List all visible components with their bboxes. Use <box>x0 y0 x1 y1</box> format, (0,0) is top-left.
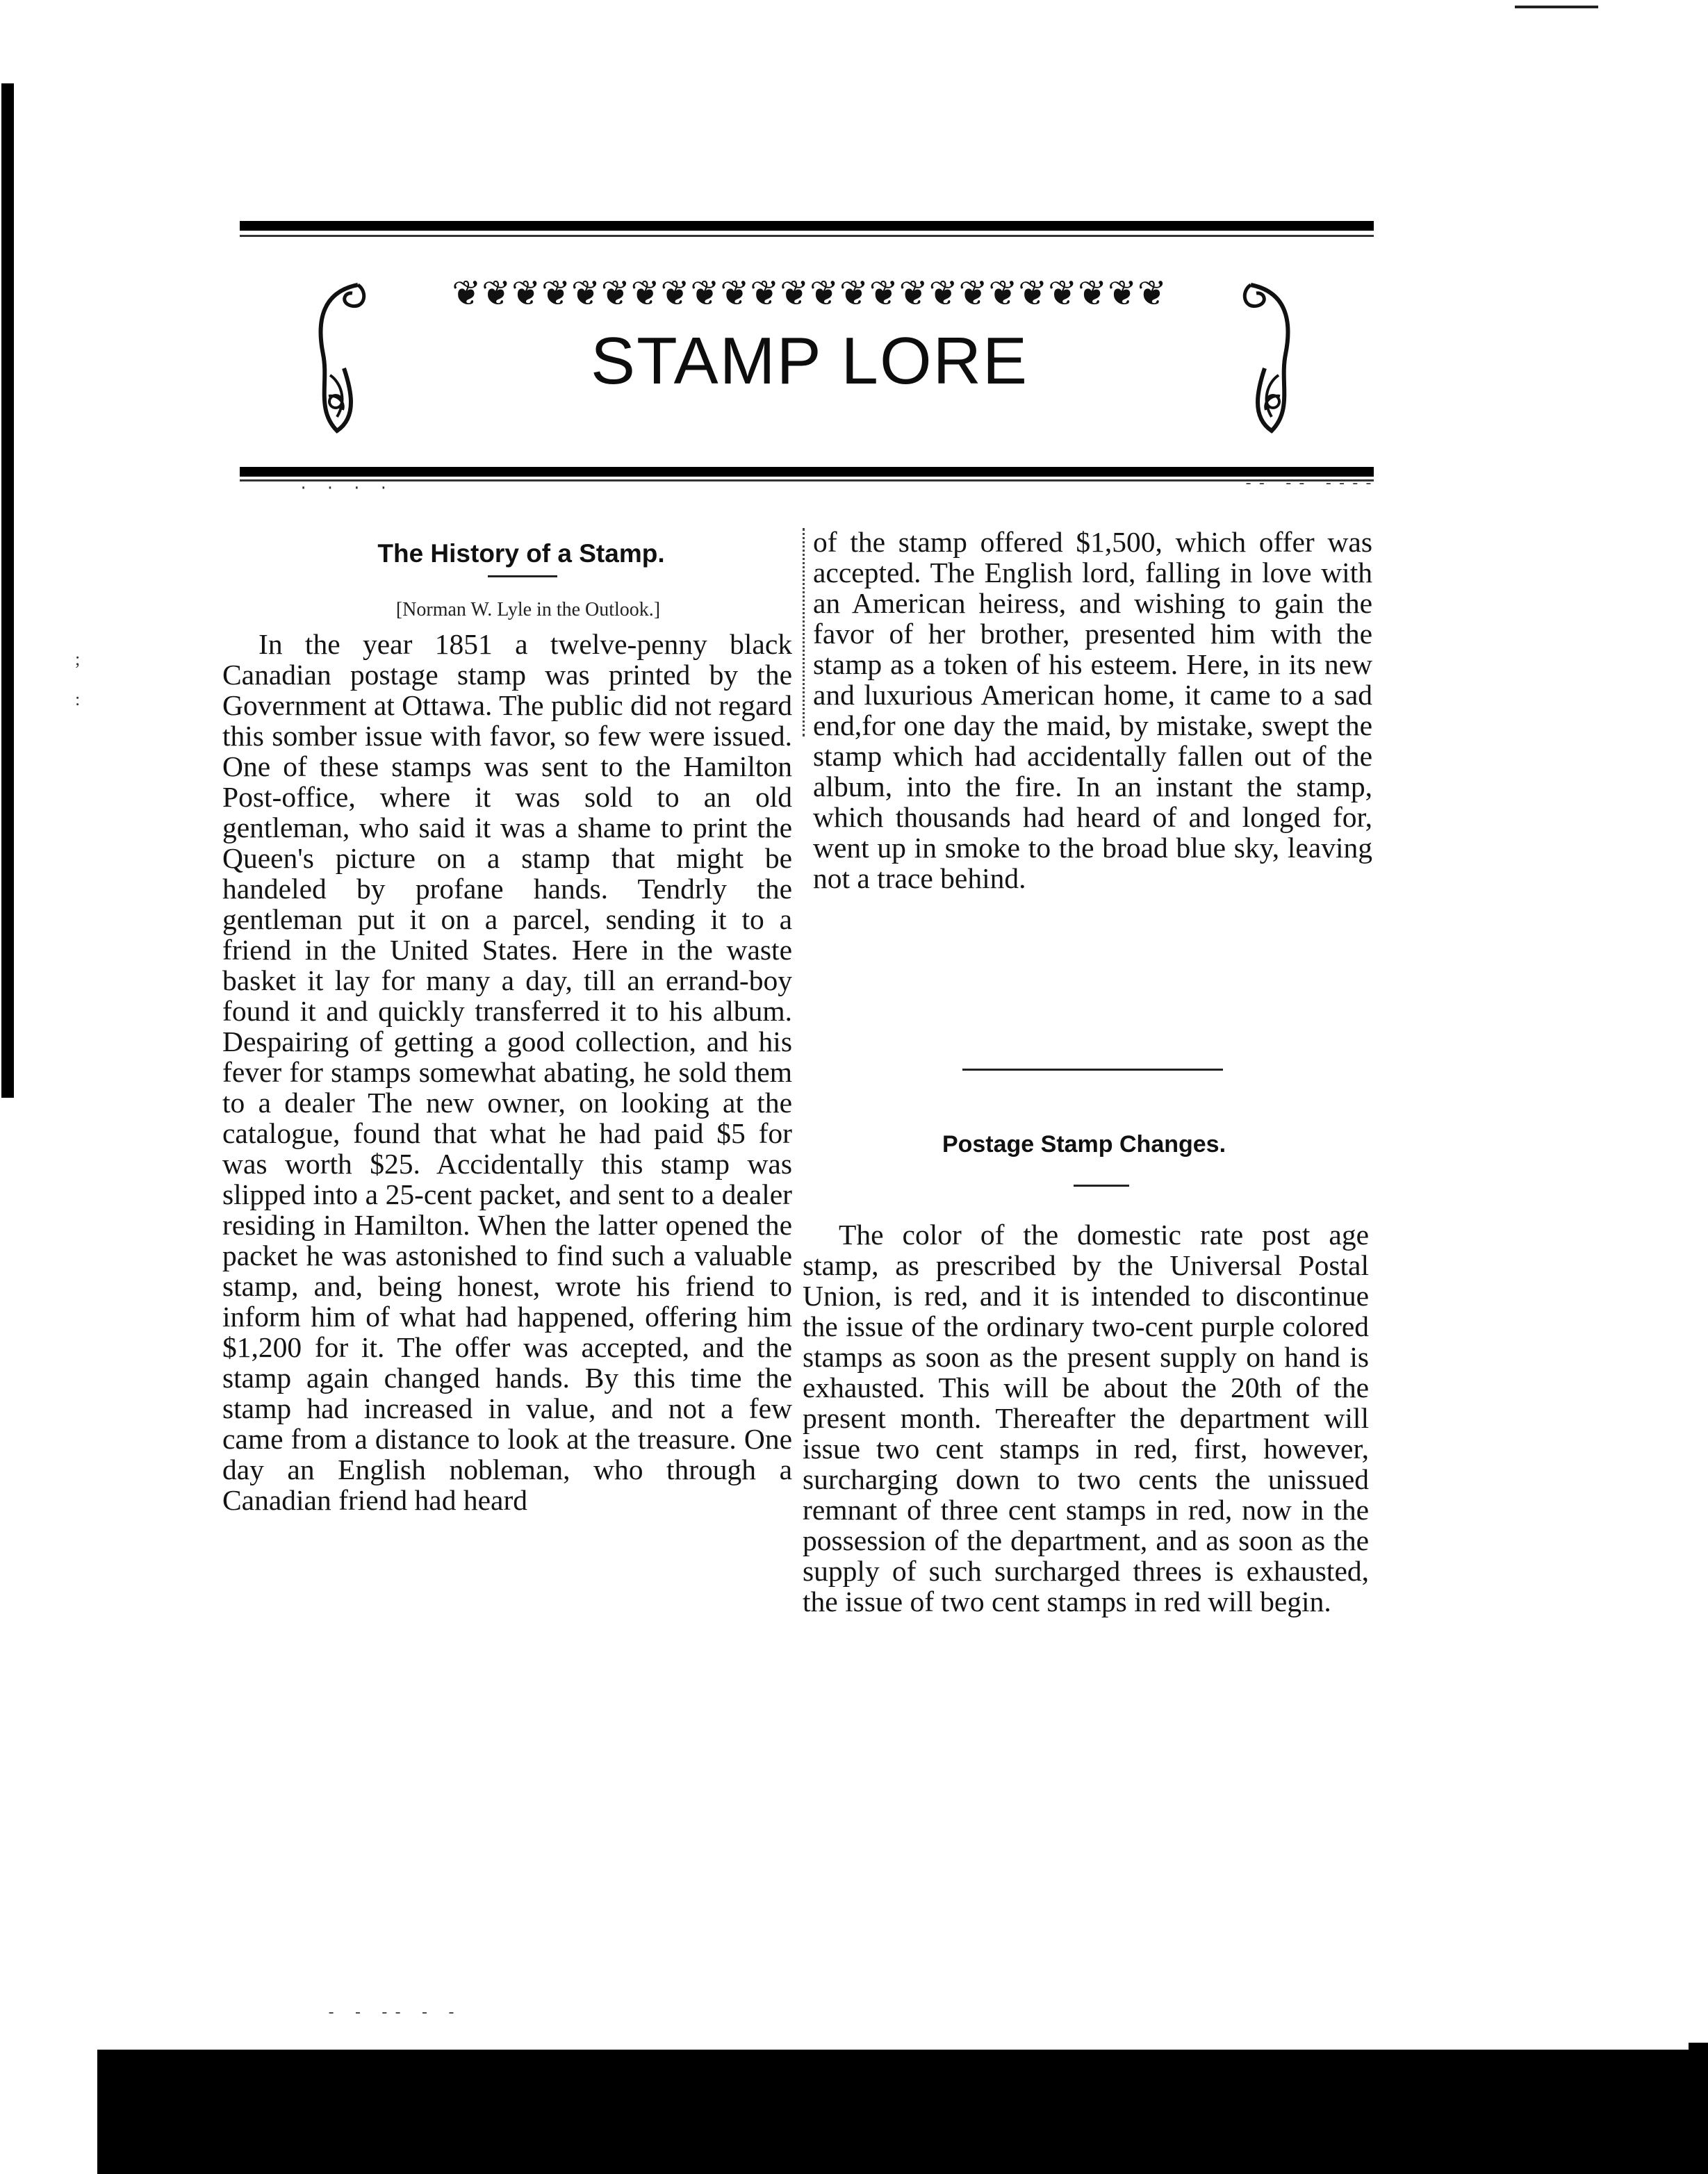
margin-marks: ; : <box>75 649 81 709</box>
scan-dash-marks: -- -- ---- <box>1244 475 1378 493</box>
scan-dash-marks: - - -- - - <box>327 2004 461 2022</box>
page-title: STAMP LORE <box>591 324 1028 398</box>
article-paragraph: The color of the domestic rate post age stamp, as prescribed by the Universal Postal Union, is red, and it is intended to discontinue the issue of the ordinary two-cent purple colored stamps as soon as the present supply on hand is exhausted. This will be about the 20th of the present month. Thereafter the department will issue two cent stamps in red, first, however, surcharging down to two cents the unissued remnant of three cent stamps in red, now in the possession of the department, and as soon as the supply of such surcharged threes is exhausted, the issue of two cent stamps in red will begin. <box>803 1219 1369 1617</box>
scan-bottom-shadow <box>97 2050 1708 2174</box>
article-separator-rule <box>962 1069 1223 1071</box>
article-heading: Postage Stamp Changes. <box>942 1131 1226 1158</box>
scan-edge-shadow <box>1 83 14 1098</box>
article-paragraph: In the year 1851 a twelve-penny black Canadian postage stamp was printed by the Government at Ottawa. The public did not regard this somber issue with favor, so few were issued. One of these stamps was sent to the Hamilton Post-office, where it was sold to an old gentleman, who said it was a shame to print the Queen's picture on a stamp that might be handeled by profane hands. Tendrly the gentleman put it on a parcel, sending it to a friend in the United States. Here in the waste basket it lay for many a day, till an errand-boy found it and quickly transferred it to his album. Despairing of getting a good collection, and his fever for stamps somewhat abating, he sold them to a dealer The new owner, on looking at the catalogue, found that what he had paid $5 for was worth $25. Accidentally this stamp was slipped into a 25-cent packet, and sent to a dealer residing in Hamilton. When the latter opened the packet he was astonished to find such a valuable stamp, and, being honest, wrote his friend to inform him of what had happened, offering him $1,200 for it. The offer was accepted, and the stamp again changed hands. By this time the stamp had increased in value, and not a few came from a distance to look at the treasure. One day an English nobleman, who through a Canadian friend had heard <box>222 628 792 1516</box>
masthead-bottom-rule <box>240 467 1374 477</box>
scan-dash-marks: · · · · <box>299 479 393 497</box>
heading-rule <box>1074 1185 1129 1187</box>
masthead-bottom-thin-rule <box>240 479 1374 481</box>
decorative-ornament-band: ❦❦❦❦❦❦❦❦❦❦❦❦❦❦❦❦❦❦❦❦❦❦❦❦ <box>452 273 1167 313</box>
scan-corner-shadow <box>1689 2043 1708 2174</box>
masthead-top-rule <box>240 221 1374 231</box>
article-heading: The History of a Stamp. <box>377 539 665 568</box>
masthead-top-thin-rule <box>240 235 1374 237</box>
scroll-ornament-left-icon <box>309 278 372 438</box>
article-body-left-column <box>222 629 792 1515</box>
article-paragraph-continued: of the stamp offered $1,500, which offer was accepted. The English lord, falling in love with an American heiress, and wishing to gain the favor of her brother, presented him with the stamp as a token of his esteem. Here, in its new and luxurious American home, it came to a sad end,for one day the maid, by mistake, swept the stamp which had accidentally fallen out of the album, into the fire. In an instant the stamp, which thousands had heard of and longed for, went up in smoke to the broad blue sky, leaving not a trace behind. <box>813 526 1372 894</box>
article-body-right-column <box>813 527 1372 894</box>
column-separator <box>803 528 807 736</box>
heading-rule <box>488 575 557 577</box>
article-byline: [Norman W. Lyle in the Outlook.] <box>395 599 661 620</box>
article-body-column <box>803 1219 1369 1617</box>
scroll-ornament-right-icon <box>1237 278 1299 438</box>
scan-mark <box>1515 6 1598 8</box>
